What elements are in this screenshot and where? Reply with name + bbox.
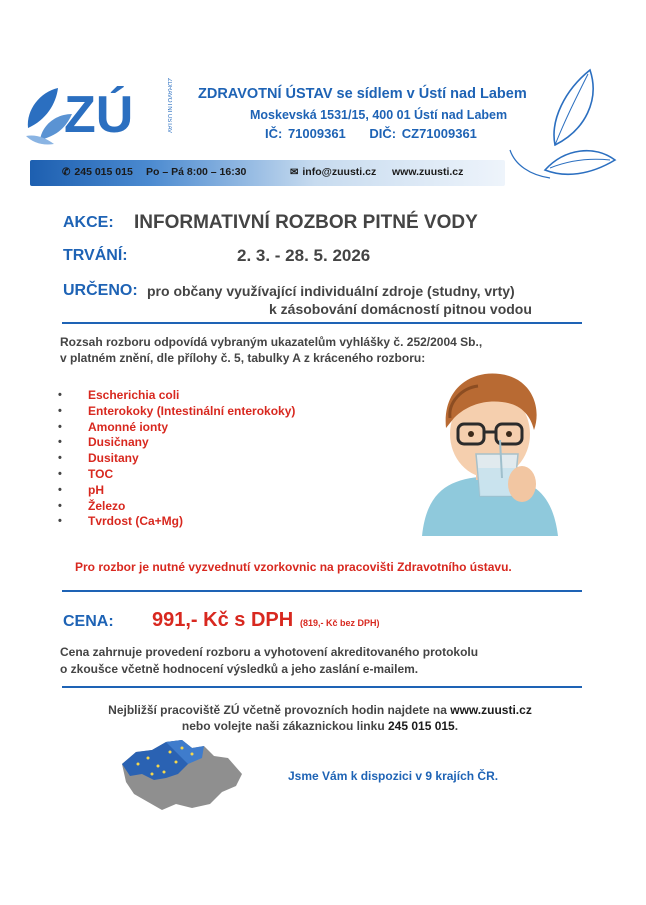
list-item: • Tvrdost (Ca+Mg) [58, 514, 184, 529]
contact-phone[interactable] [62, 166, 133, 178]
bullet-icon: • [58, 467, 62, 480]
list-item: • Amonné ionty [58, 419, 168, 434]
bullet-icon: • [58, 420, 62, 433]
regions-text: Jsme Vám k dispozici v 9 krajích ČR. [288, 769, 499, 783]
website-link[interactable]: www.zuusti.cz [450, 703, 532, 717]
czech-republic-map [118, 734, 246, 814]
bullet-icon: • [58, 389, 62, 401]
bullet-icon: • [58, 436, 62, 449]
intended-text-line1: pro občany využívající individuální zdroje (studny, vrty) [147, 283, 515, 299]
list-item: • Enterokoky (Intestinální enterokoky) [58, 403, 296, 418]
indicator-list [58, 388, 295, 530]
scope-line1: Rozsah rozboru odpovídá vybraným ukazatelům vyhlášky č. 252/2004 Sb., [60, 335, 483, 349]
customer-line-phone[interactable]: 245 015 015 [387, 719, 455, 733]
svg-text:ZÚ: ZÚ [64, 86, 134, 144]
dic-number: DIČ: CZ71009361 [369, 126, 477, 141]
org-name: ZDRAVOTNÍ ÚSTAV se sídlem v Ústí nad Labem [198, 86, 527, 102]
envelope-icon: ✉ [290, 167, 299, 178]
nearest-line1: Nejbližší pracoviště ZÚ včetně provozních hodin najdete na www.zuusti.cz [108, 703, 532, 717]
list-item: • Dusitany [58, 451, 139, 466]
scope-text [60, 334, 580, 366]
duration-label: TRVÁNÍ: [63, 247, 128, 264]
phone-icon: ✆ [62, 167, 71, 178]
list-item: • Dusičnany [58, 435, 149, 450]
svg-text:ZDRAVOTNÍ ÚSTAV: ZDRAVOTNÍ ÚSTAV [166, 78, 172, 134]
bullet-icon: • [58, 404, 62, 417]
price-label: CENA: [63, 613, 114, 630]
list-item: • Escherichia coli [58, 388, 180, 402]
phone-number: 245 015 015 [74, 166, 133, 178]
zu-logo [22, 70, 172, 150]
bullet-icon: • [58, 452, 62, 465]
email-address: info@zuusti.cz [302, 166, 377, 178]
price-note: (819,- Kč bez DPH) [300, 618, 380, 628]
nearest-branch-info [60, 702, 580, 734]
nearest-line2: nebo volejte naši zákaznickou linku 245 015 015. [181, 719, 459, 733]
price-description-line2: o zkoušce včetně hodnocení výsledků a jeho zaslání e-mailem. [60, 662, 419, 676]
intended-label: URČENO: [63, 282, 138, 299]
price-description [60, 644, 570, 678]
opening-hours: Po – Pá 8:00 – 16:30 [146, 166, 247, 178]
list-item: • Železo [58, 498, 126, 513]
action-title: INFORMATIVNÍ ROZBOR PITNÉ VODY [134, 212, 478, 233]
divider [62, 322, 582, 324]
bullet-icon: • [58, 515, 62, 528]
notice-text: Pro rozbor je nutné vyzvednutí vzorkovnic na pracovišti Zdravotního ústavu. [75, 560, 512, 574]
org-ids [265, 126, 495, 141]
child-drinking-water-photo [402, 368, 578, 536]
intended-text-line2: k zásobování domácností pitnou vodou [269, 301, 532, 317]
website-link[interactable]: www.zuusti.cz [392, 166, 464, 178]
scope-line2: v platném znění, dle přílohy č. 5, tabulky A z kráceného rozboru: [60, 351, 426, 365]
list-item: • TOC [58, 466, 114, 481]
org-address: Moskevská 1531/15, 400 01 Ústí nad Labem [250, 108, 508, 122]
bullet-icon: • [58, 483, 62, 496]
contact-email[interactable] [290, 166, 376, 178]
ic-number: IČ: 71009361 [265, 126, 346, 141]
divider [62, 590, 582, 592]
duration-value: 2. 3. - 28. 5. 2026 [237, 246, 371, 265]
bullet-icon: • [58, 499, 62, 512]
list-item: • pH [58, 482, 104, 497]
price-description-line1: Cena zahrnuje provedení rozboru a vyhotovení akreditovaného protokolu [60, 645, 479, 659]
divider [62, 686, 582, 688]
action-label: AKCE: [63, 214, 114, 231]
price-value: 991,- Kč s DPH [152, 609, 294, 631]
